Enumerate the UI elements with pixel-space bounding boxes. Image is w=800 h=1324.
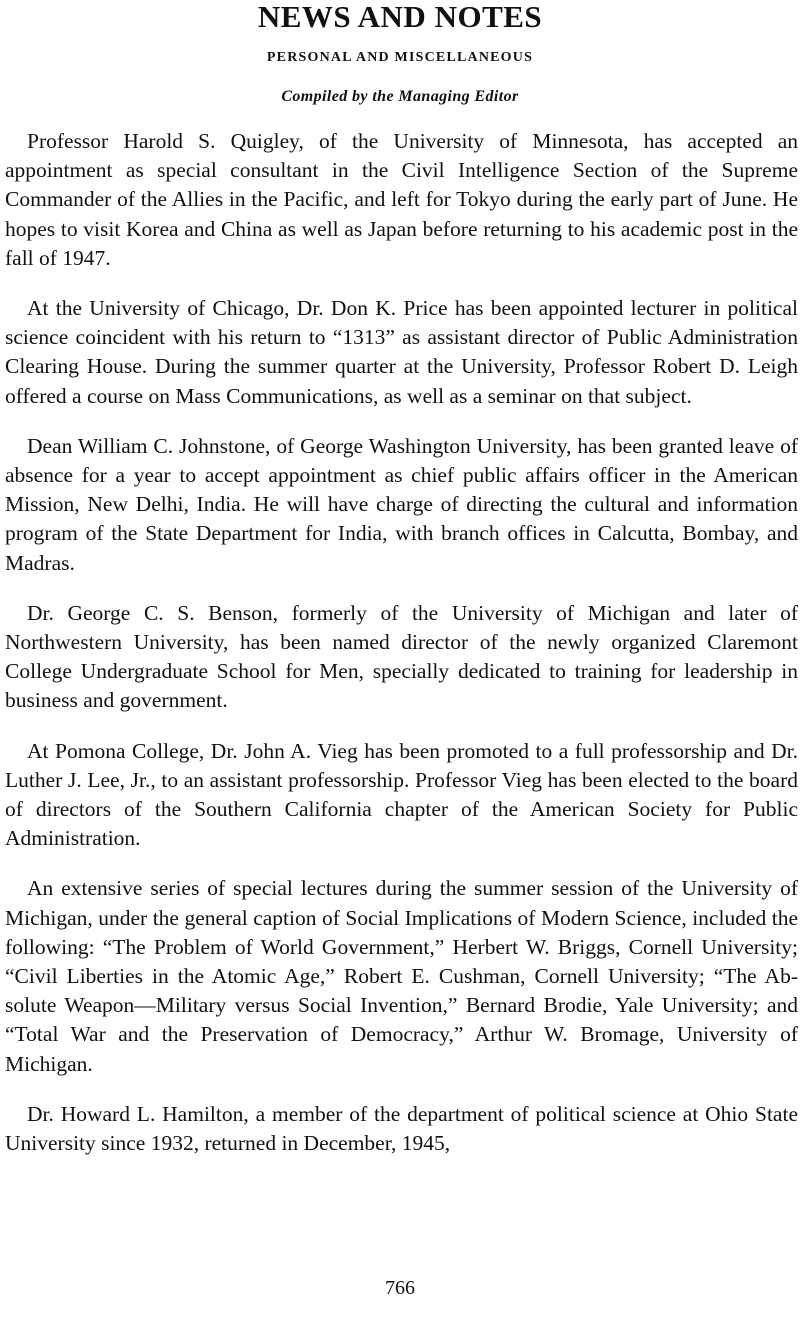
- paragraph-quigley: Professor Harold S. Quigley, of the University of Minnesota, has accepted an appointment as special consultant in the Civil Intelligence Section of the Supreme Commander of the Allies in the Pacific, and left for Tokyo during the early part of June. He hopes to visit Korea and China as well as Japan before returning to his academic post in the fall of 1947.: [5, 129, 798, 270]
- paragraph-benson: Dr. George C. S. Benson, formerly of the University of Michigan and later of Northwestern University, has been named director of the newly organized Claremont College Undergraduate School for Men, specially dedicated to training for leadership in business and government.: [5, 600, 798, 713]
- paragraph-hamilton: Dr. Howard L. Hamilton, a member of the department of political science at Ohio State University since 1932, returned in December, 1945,: [5, 1101, 798, 1156]
- page-number: 766: [385, 1277, 415, 1299]
- section-subtitle: PERSONAL AND MISCELLANEOUS: [266, 50, 534, 65]
- paragraph-michigan-lectures: An extensive series of special lectures during the summer session of the University of Michigan, under the general caption of Social Implications of Modern Science, included the following: “The Problem of World Government,” Herbert W. Briggs, Cornell University; “Civil Liberties in the Atomic Age,” Robert E. Cushman, Cornell University; “The Absolute Weapon—Military versus Social Invention,” Bernard Brodie, Yale University; and “Total War and the Preservation of Democracy,” Arthur W. Bromage, University of Michigan.: [5, 876, 798, 1076]
- paragraph-johnstone: Dean William C. Johnstone, of George Washington University, has been granted leave of absence for a year to accept appointment as chief public affairs officer in the American Mission, New Delhi, India. He will have charge of directing the cultural and information program of the State Department for India, with branch offices in Calcutta, Bombay, and Madras.: [5, 433, 798, 575]
- article-body: [5, 127, 798, 1179]
- paragraph-vieg: At Pomona College, Dr. John A. Vieg has been promoted to a full professorship and Dr. Luther J. Lee, Jr., to an assistant professorship. Professor Vieg has been elected to the board of directors of the Southern California chapter of the American Society for Public Administration.: [5, 738, 798, 851]
- paragraph-price: At the University of Chicago, Dr. Don K. Price has been appointed lecturer in political science coincident with his return to “1313” as assistant director of Public Administration Clearing House. During the summer quarter at the University, Professor Robert D. Leigh offered a course on Mass Communications, as well as a seminar on that subject.: [5, 296, 798, 408]
- byline: Compiled by the Managing Editor: [281, 88, 519, 105]
- page-title: NEWS AND NOTES: [257, 0, 543, 34]
